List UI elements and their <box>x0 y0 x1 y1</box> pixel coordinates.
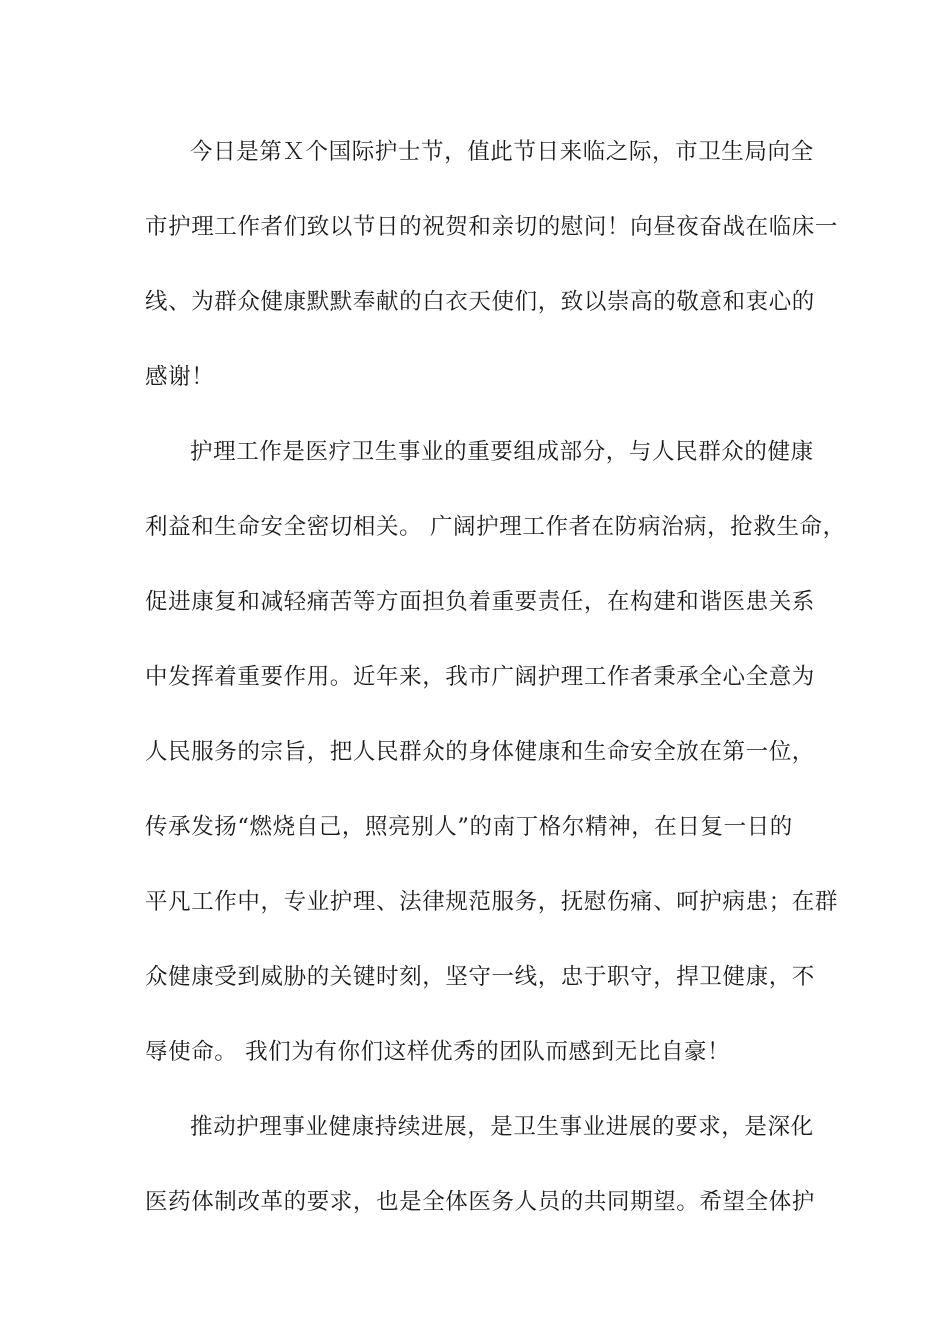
text-line: 人民服务的宗旨，把人民群众的身体健康和生命安全放在第一位， <box>145 739 815 765</box>
text-line: 医药体制改革的要求，也是全体医务人员的共同期望。希望全体护 <box>145 1189 815 1215</box>
text-line: 今日是第Ｘ个国际护士节，值此节日来临之际，市卫生局向全 <box>190 139 814 165</box>
text-line: 辱使命。 我们为有你们这样优秀的团队而感到无比自豪！ <box>145 1039 731 1065</box>
text-line: 众健康受到威胁的关键时刻，坚守一线，忠于职守，捍卫健康，不 <box>145 964 815 990</box>
text-line: 利益和生命安全密切相关。 广阔护理工作者在防病治病，抢救生命， <box>145 514 846 540</box>
document-body <box>145 130 846 1255</box>
text-line: 传承发扬“燃烧自己，照亮别人”的南丁格尔精神，在日复一日的 <box>145 814 793 840</box>
text-line: 护理工作是医疗卫生事业的重要组成部分，与人民群众的健康 <box>190 439 814 465</box>
text-line: 平凡工作中，专业护理、法律规范服务，抚慰伤痛、呵护病患；在群 <box>145 889 839 915</box>
text-line: 感谢！ <box>145 364 215 390</box>
text-line: 线、为群众健康默默奉献的白衣天使们，致以崇高的敬意和衷心的 <box>145 289 815 315</box>
text-line: 市护理工作者们致以节日的祝贺和亲切的慰问！向昼夜奋战在临床一 <box>145 214 839 240</box>
text-line: 推动护理事业健康持续进展，是卫生事业进展的要求，是深化 <box>190 1114 814 1140</box>
text-line: 中发挥着重要作用。近年来，我市广阔护理工作者秉承全心全意为 <box>145 664 815 690</box>
text-line: 促进康复和减轻痛苦等方面担负着重要责任，在构建和谐医患关系 <box>145 589 815 615</box>
